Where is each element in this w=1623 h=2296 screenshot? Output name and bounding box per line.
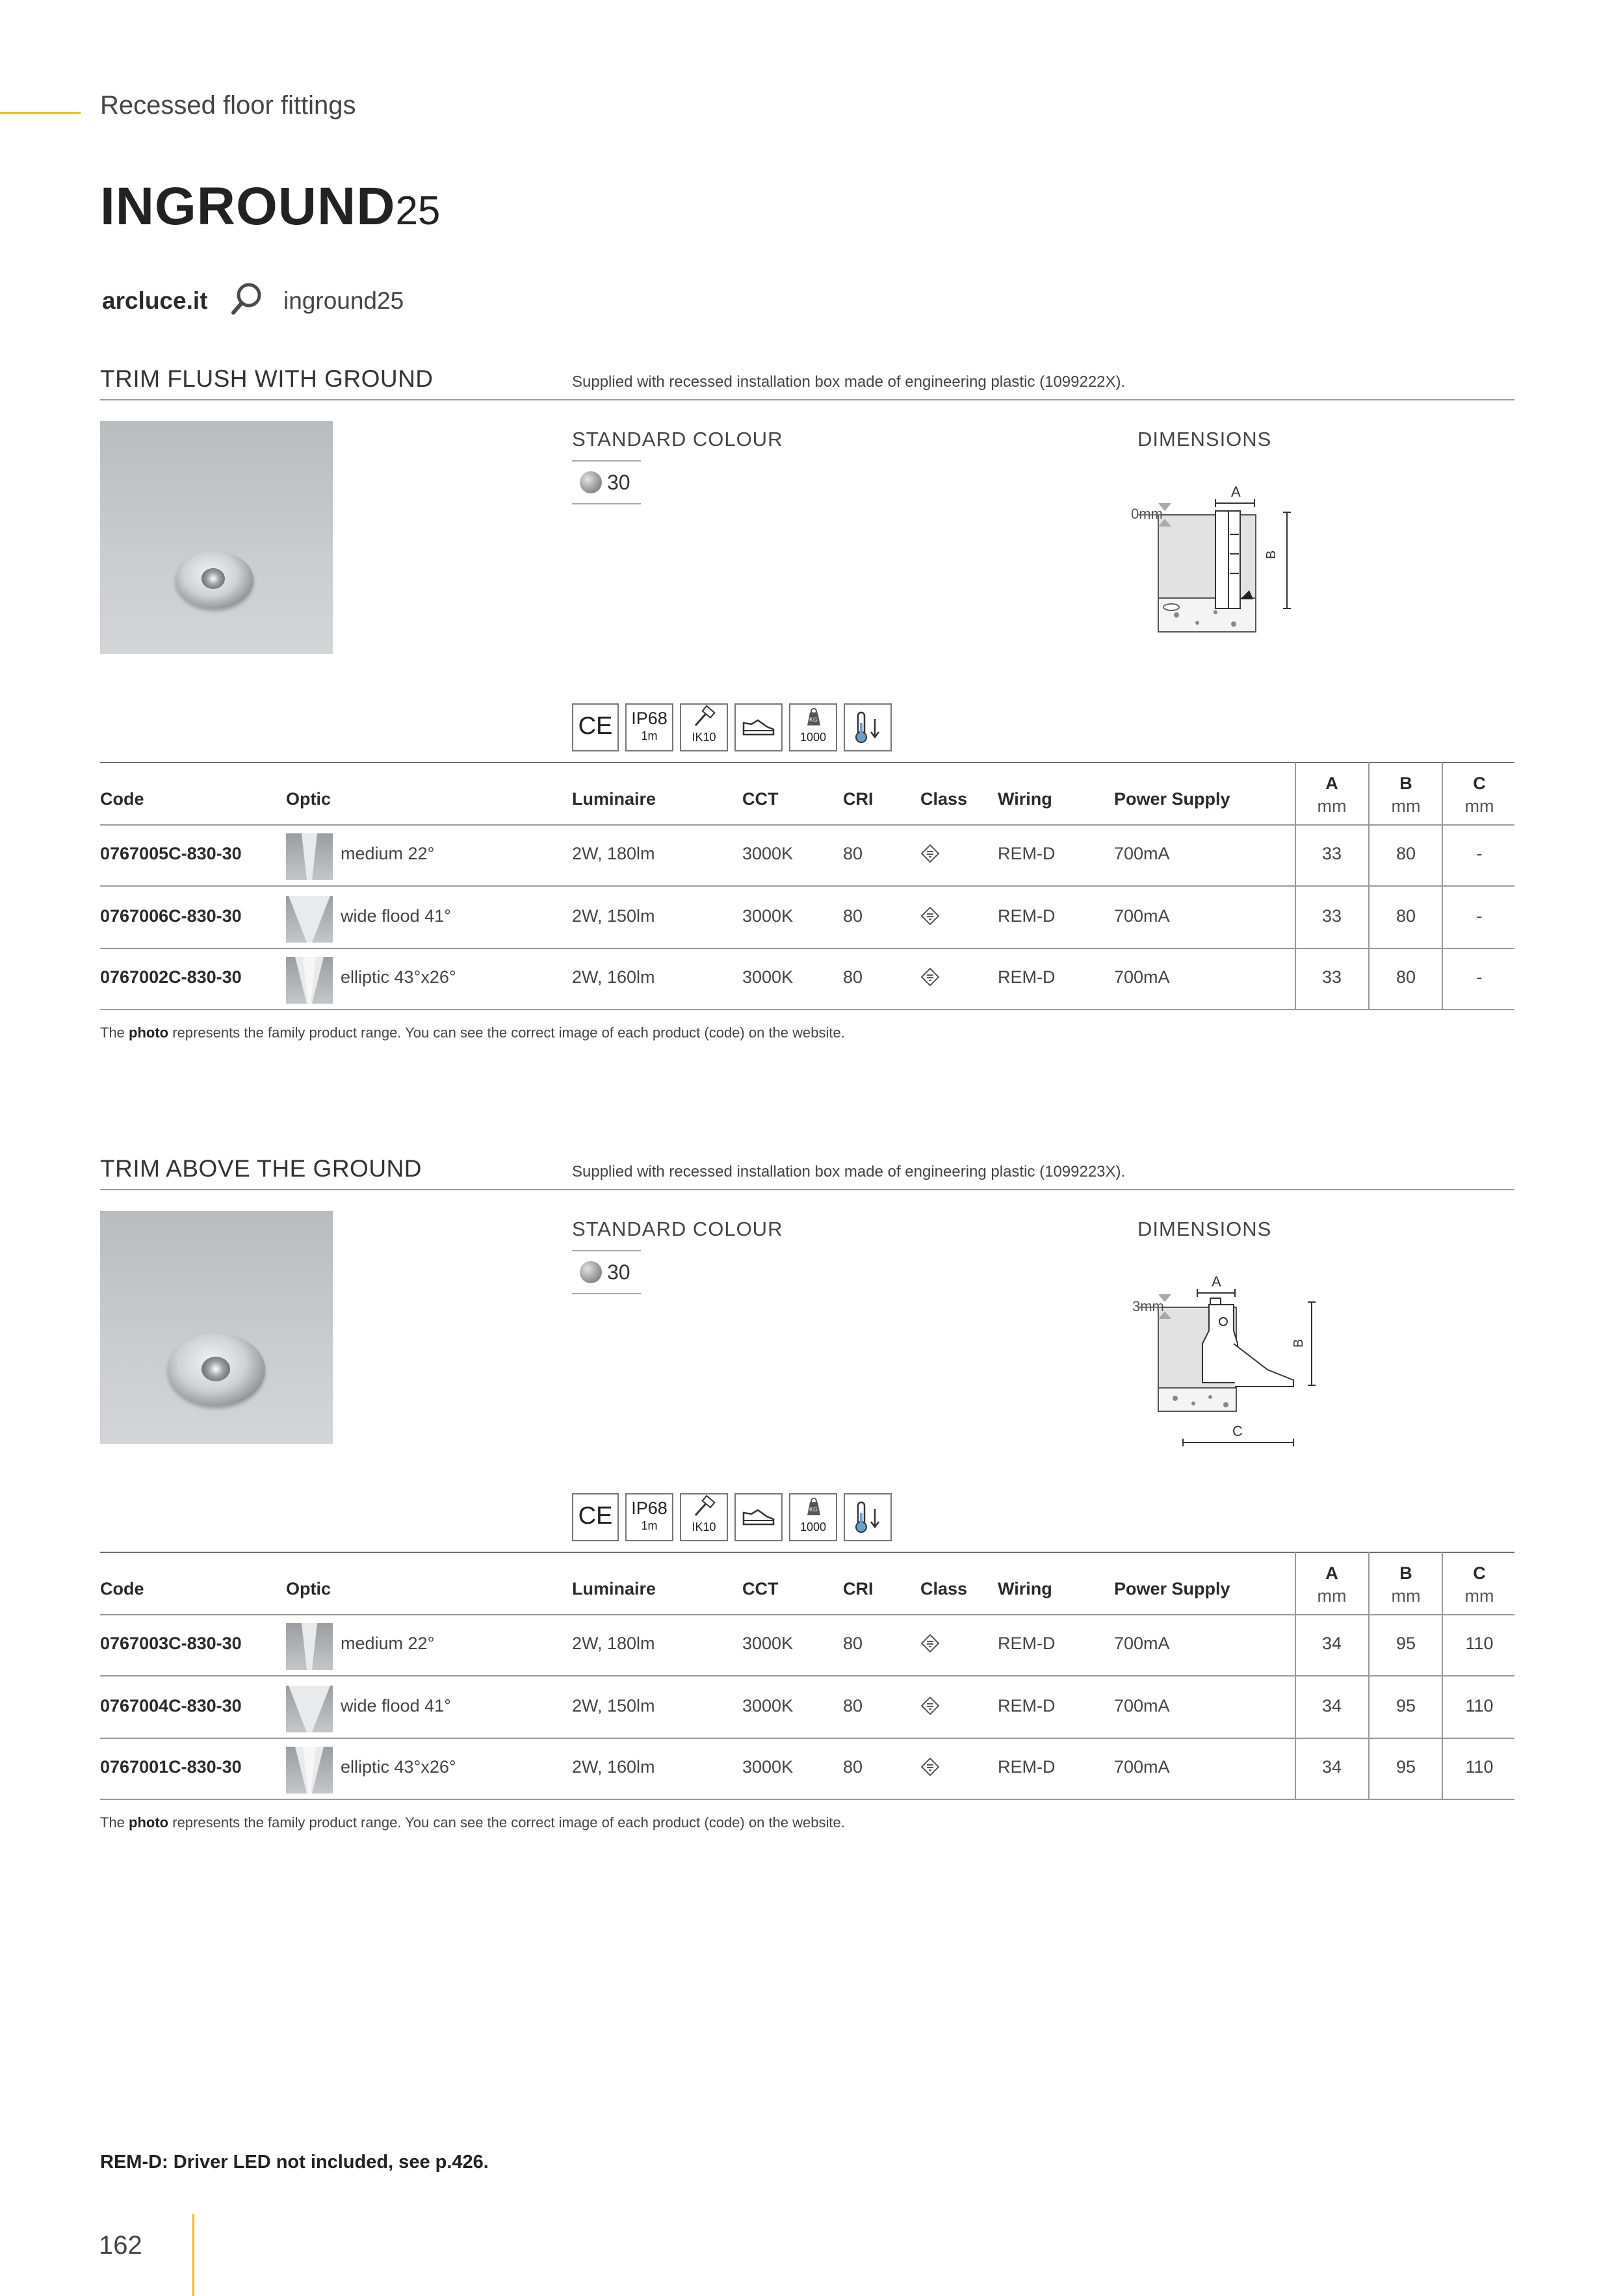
product-photo (100, 421, 333, 654)
dim-a-value: 34 (1321, 1634, 1342, 1653)
class-iii-icon (920, 967, 940, 987)
wiring-value: REM-D (998, 844, 1056, 863)
dim-a-value: 34 (1321, 1696, 1342, 1715)
cct-value: 3000K (742, 1634, 794, 1653)
section-divider (100, 1189, 1514, 1190)
optic-label: elliptic 43°x26° (341, 967, 456, 987)
col-luminaire: Luminaire (572, 1579, 656, 1598)
product-photo (100, 1211, 333, 1444)
power-supply-value: 700mA (1114, 967, 1170, 987)
optic-medium-icon (286, 833, 333, 880)
cri-value: 80 (843, 1634, 863, 1653)
col-a: A mm (1317, 1563, 1347, 1606)
row-rule (100, 948, 1514, 949)
cct-value: 3000K (742, 844, 794, 863)
class-iii-icon (920, 1757, 940, 1777)
luminaire-value: 2W, 150lm (572, 1696, 655, 1715)
dim-a-label: A (1212, 1273, 1221, 1290)
col-code: Code (100, 789, 144, 809)
col-b: B mm (1391, 774, 1421, 816)
dim-offset: 0mm (1131, 506, 1163, 522)
product-code[interactable]: 0767002C-830-30 (100, 967, 242, 987)
dim-a-value: 33 (1321, 967, 1342, 987)
cct-value: 3000K (742, 1696, 794, 1715)
section-trim-flush (100, 365, 1514, 1113)
table-top-rule (100, 762, 1514, 763)
row-rule (100, 1738, 1514, 1739)
dim-a-label: A (1231, 484, 1241, 500)
class-iii-icon (920, 1634, 940, 1653)
section-note: Supplied with recessed installation box made of engineering plastic (1099222X). (572, 373, 1126, 391)
grey-colour-dot (580, 471, 602, 493)
product-title (100, 174, 440, 244)
grey-colour-dot (580, 1261, 602, 1283)
col-class: Class (920, 789, 968, 809)
power-supply-value: 700mA (1114, 1634, 1170, 1653)
row-rule (100, 885, 1514, 887)
col-cri: CRI (843, 1579, 874, 1598)
page-number: 162 (99, 2231, 142, 2260)
ik10-hammer-icon: IK10 (680, 1493, 728, 1541)
lamp-image (175, 551, 253, 608)
col-wiring: Wiring (998, 1579, 1052, 1598)
col-optic: Optic (286, 1579, 331, 1598)
dim-c-value: 110 (1465, 1634, 1494, 1653)
cri-value: 80 (843, 906, 863, 926)
col-cct: CCT (742, 1579, 779, 1598)
dim-b-value: 80 (1396, 967, 1416, 987)
table-top-rule (100, 1552, 1514, 1553)
dim-offset: 3mm (1132, 1298, 1164, 1314)
dim-b-label: B (1292, 1338, 1306, 1348)
svg-text:KG: KG (809, 1506, 818, 1513)
product-title-number: 25 (395, 189, 441, 233)
dimension-drawing (1132, 1253, 1345, 1461)
dim-a-value: 34 (1321, 1757, 1342, 1777)
ip68-icon: IP68 1m (625, 1493, 673, 1541)
col-luminaire: Luminaire (572, 789, 656, 809)
col-c: C mm (1464, 774, 1494, 816)
luminaire-value: 2W, 150lm (572, 906, 655, 926)
cri-value: 80 (843, 967, 863, 987)
website-label[interactable]: arcluce.it (102, 287, 208, 314)
svg-text:KG: KG (809, 716, 818, 723)
power-supply-value: 700mA (1114, 1757, 1170, 1777)
accent-line-bottom (192, 2214, 194, 2296)
cct-value: 3000K (742, 1757, 794, 1777)
colour-swatch (572, 460, 641, 504)
dim-c-label: C (1232, 1423, 1243, 1439)
section-divider (100, 399, 1514, 400)
col-b: B mm (1391, 1563, 1421, 1606)
class-iii-icon (920, 906, 940, 926)
dim-a-value: 33 (1321, 906, 1342, 926)
col-power-supply: Power Supply (1114, 789, 1230, 809)
luminaire-value: 2W, 180lm (572, 1634, 655, 1653)
dim-c-value: - (1476, 967, 1483, 987)
section-title: TRIM ABOVE THE GROUND (100, 1155, 422, 1182)
wiring-value: REM-D (998, 967, 1056, 987)
class-iii-icon (920, 844, 940, 863)
dim-b-value: 80 (1396, 844, 1416, 863)
class-iii-icon (920, 1696, 940, 1715)
col-a: A mm (1317, 774, 1347, 816)
dim-b-value: 95 (1396, 1696, 1416, 1715)
photo-footnote: The photo represents the family product range. You can see the correct image of each product (code) on the website. (100, 1814, 845, 1831)
optic-elliptic-icon (286, 957, 333, 1004)
section-title: TRIM FLUSH WITH GROUND (100, 365, 434, 392)
standard-colour-label: STANDARD COLOUR (572, 428, 783, 450)
walkover-shoe-icon (734, 703, 783, 751)
power-supply-value: 700mA (1114, 906, 1170, 926)
table-header-rule (100, 1614, 1514, 1615)
cri-value: 80 (843, 844, 863, 863)
optic-wide-flood-icon (286, 1686, 333, 1732)
ip68-icon: IP68 1m (625, 703, 673, 751)
cri-value: 80 (843, 1757, 863, 1777)
product-code[interactable]: 0767004C-830-30 (100, 1696, 242, 1715)
product-code[interactable]: 0767003C-830-30 (100, 1634, 242, 1653)
power-supply-value: 700mA (1114, 844, 1170, 863)
optic-label: medium 22° (341, 1634, 435, 1653)
low-temperature-icon (844, 703, 892, 751)
dim-c-value: - (1476, 906, 1483, 926)
wiring-value: REM-D (998, 1757, 1056, 1777)
ce-mark-icon: CE (572, 703, 619, 751)
optic-elliptic-icon (286, 1747, 333, 1794)
ce-mark-icon: CE (572, 1493, 619, 1541)
table-header-rule (100, 824, 1514, 826)
dim-c-value: 110 (1465, 1757, 1494, 1777)
dim-a-value: 33 (1321, 844, 1342, 863)
product-code[interactable]: 0767001C-830-30 (100, 1757, 242, 1777)
luminaire-value: 2W, 160lm (572, 967, 655, 987)
dim-c-value: - (1476, 844, 1483, 863)
section-trim-above (100, 1155, 1514, 1903)
col-code: Code (100, 1579, 144, 1598)
search-icon (229, 281, 265, 317)
col-class: Class (920, 1579, 968, 1598)
dim-b-value: 80 (1396, 906, 1416, 926)
product-code[interactable]: 0767005C-830-30 (100, 844, 242, 863)
row-rule (100, 1799, 1514, 1800)
dim-c-value: 110 (1465, 1696, 1494, 1715)
optic-wide-flood-icon (286, 896, 333, 943)
wiring-value: REM-D (998, 1634, 1056, 1653)
ik10-hammer-icon: IK10 (680, 703, 728, 751)
walkover-shoe-icon (734, 1493, 783, 1541)
dim-b-value: 95 (1396, 1757, 1416, 1777)
rem-d-note: REM-D: Driver LED not included, see p.426. (100, 2152, 489, 2172)
product-code[interactable]: 0767006C-830-30 (100, 906, 242, 926)
optic-medium-icon (286, 1623, 333, 1670)
cri-value: 80 (843, 1696, 863, 1715)
load-weight-icon: KG 1000 (789, 703, 837, 751)
load-weight-icon: KG 1000 (789, 1493, 837, 1541)
wiring-value: REM-D (998, 906, 1056, 926)
col-cct: CCT (742, 789, 779, 809)
category-title: Recessed floor fittings (100, 91, 356, 120)
section-note: Supplied with recessed installation box made of engineering plastic (1099223X). (572, 1163, 1126, 1181)
row-rule (100, 1009, 1514, 1010)
colour-swatch (572, 1250, 641, 1294)
optic-label: elliptic 43°x26° (341, 1757, 456, 1777)
standard-colour-label: STANDARD COLOUR (572, 1218, 783, 1240)
cct-value: 3000K (742, 967, 794, 987)
dim-b-value: 95 (1396, 1634, 1416, 1653)
photo-footnote: The photo represents the family product range. You can see the correct image of each product (code) on the website. (100, 1024, 845, 1041)
cct-value: 3000K (742, 906, 794, 926)
optic-label: wide flood 41° (341, 906, 451, 926)
wiring-value: REM-D (998, 1696, 1056, 1715)
luminaire-value: 2W, 160lm (572, 1757, 655, 1777)
lamp-image (168, 1333, 265, 1406)
colour-code: 30 (607, 471, 630, 494)
col-cri: CRI (843, 789, 874, 809)
dim-b-label: B (1264, 550, 1279, 559)
col-optic: Optic (286, 789, 331, 809)
product-title-bold: INGROUND (100, 177, 396, 236)
optic-label: medium 22° (341, 844, 435, 863)
dimensions-label: DIMENSIONS (1137, 428, 1272, 450)
col-power-supply: Power Supply (1114, 1579, 1230, 1598)
row-rule (100, 1675, 1514, 1676)
luminaire-value: 2W, 180lm (572, 844, 655, 863)
search-term: inground25 (283, 287, 404, 314)
dimension-drawing (1131, 463, 1345, 671)
col-wiring: Wiring (998, 789, 1052, 809)
low-temperature-icon (844, 1493, 892, 1541)
optic-label: wide flood 41° (341, 1696, 451, 1715)
accent-line-top (0, 112, 81, 114)
colour-code: 30 (607, 1260, 630, 1284)
dimensions-label: DIMENSIONS (1137, 1218, 1272, 1240)
col-c: C mm (1464, 1563, 1494, 1606)
power-supply-value: 700mA (1114, 1696, 1170, 1715)
